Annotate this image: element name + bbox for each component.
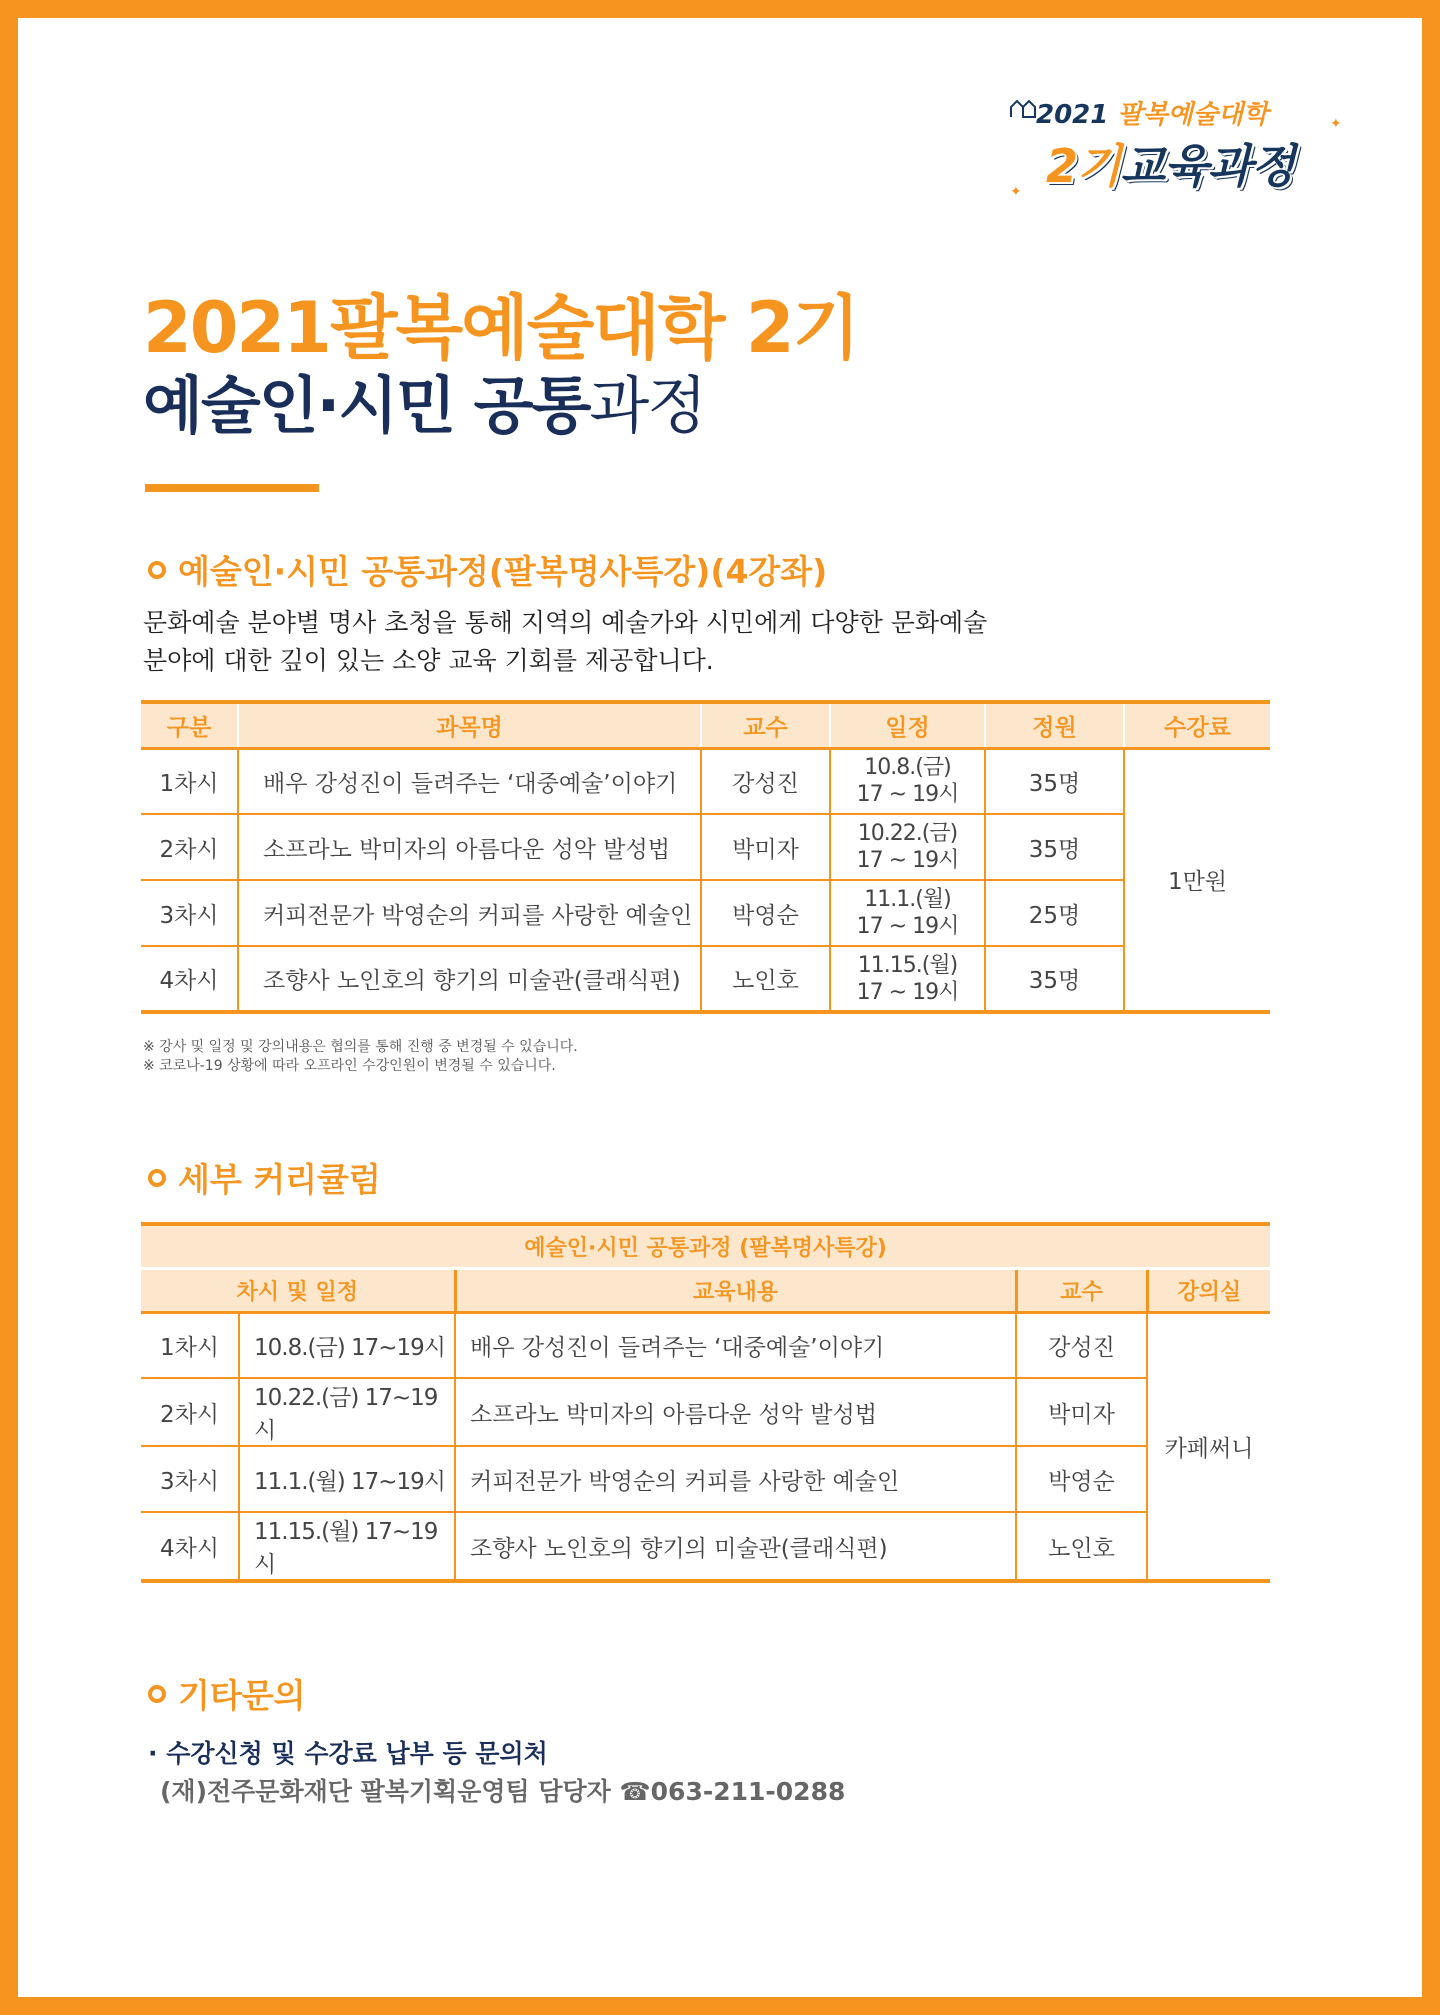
session-cell: 3차시 <box>141 880 238 946</box>
title-underline <box>145 484 319 492</box>
professor-cell: 박영순 <box>1016 1446 1147 1512</box>
schedule-cell: 10.8.(금) 17~19시 <box>239 1312 455 1378</box>
logo-course <box>1046 130 1294 196</box>
logo-cohort: 2기 <box>1046 139 1121 193</box>
session-cell: 2차시 <box>141 814 238 880</box>
column-header: 교수 <box>1016 1268 1147 1312</box>
professor-cell: 강성진 <box>1016 1312 1147 1378</box>
star-icon: ✦ <box>1330 116 1342 132</box>
circle-bullet-icon <box>148 1685 166 1703</box>
schedule-cell: 11.15.(월) 17~19시 <box>239 1512 455 1581</box>
subject-cell: 조향사 노인호의 향기의 미술관(클래식편) <box>238 946 701 1012</box>
table-row <box>141 814 1270 880</box>
session-cell: 1차시 <box>141 748 238 814</box>
table-row <box>141 1512 1270 1581</box>
table-caption: 예술인·시민 공통과정 (팔복명사특강) <box>141 1224 1270 1268</box>
schedule-time: 17 ~ 19시 <box>856 848 959 873</box>
column-header: 일정 <box>830 702 985 748</box>
course-table <box>141 700 1270 1014</box>
schedule-cell <box>830 814 985 880</box>
column-header: 차시 및 일정 <box>141 1268 455 1312</box>
table-notes <box>143 1038 578 1076</box>
description-line: 분야에 대한 깊이 있는 소양 교육 기회를 제공합니다. <box>143 646 714 675</box>
logo-program: 팔복예술대학 <box>1117 100 1269 130</box>
schedule-cell <box>830 748 985 814</box>
content-cell: 커피전문가 박영순의 커피를 사랑한 예술인 <box>455 1446 1016 1512</box>
table-row <box>141 1446 1270 1512</box>
circle-bullet-icon <box>148 561 166 579</box>
schedule-date: 11.1.(월) <box>864 887 951 912</box>
schedule-cell: 11.1.(월) 17~19시 <box>239 1446 455 1512</box>
section-heading-text: 세부 커리큘럼 <box>178 1160 381 1199</box>
page-subtitle <box>143 356 705 445</box>
schedule-cell <box>830 880 985 946</box>
column-header: 교육내용 <box>455 1268 1016 1312</box>
inquiry-contact: (재)전주문화재단 팔복기획운영팀 담당자 ☎063-211-0288 <box>160 1777 846 1806</box>
capacity-cell: 35명 <box>985 748 1124 814</box>
schedule-cell: 10.22.(금) 17~19시 <box>239 1378 455 1446</box>
professor-cell: 박미자 <box>701 814 830 880</box>
table-header-row <box>141 1268 1270 1312</box>
table-row <box>141 1312 1270 1378</box>
professor-cell: 노인호 <box>1016 1512 1147 1581</box>
column-header: 수강료 <box>1124 702 1270 748</box>
column-header: 교수 <box>701 702 830 748</box>
section-heading-inquiry <box>148 1670 306 1717</box>
schedule-time: 17 ~ 19시 <box>856 979 959 1005</box>
column-header: 과목명 <box>238 702 701 748</box>
session-cell: 1차시 <box>141 1312 239 1378</box>
logo-course-name: 교육과정 <box>1120 139 1295 193</box>
column-header: 구분 <box>141 702 238 748</box>
column-header: 강의실 <box>1147 1268 1270 1312</box>
subject-cell: 소프라노 박미자의 아름다운 성악 발성법 <box>238 814 701 880</box>
subject-cell: 커피전문가 박영순의 커피를 사랑한 예술인 <box>238 880 701 946</box>
capacity-cell: 35명 <box>985 946 1124 1012</box>
professor-cell: 박미자 <box>1016 1378 1147 1446</box>
schedule-date: 10.8.(금) <box>864 755 951 781</box>
schedule-date: 10.22.(금) <box>857 821 958 846</box>
table-caption-row <box>141 1224 1270 1268</box>
subtitle-light: 과정 <box>589 369 706 442</box>
star-icon: ✦ <box>1010 184 1022 200</box>
table-row <box>141 946 1270 1012</box>
section-heading-curriculum <box>148 1154 381 1201</box>
session-cell: 4차시 <box>141 1512 239 1581</box>
professor-cell: 박영순 <box>701 880 830 946</box>
note-line: ※ 코로나-19 상황에 따라 오프라인 수강인원이 변경될 수 있습니다. <box>143 1058 556 1074</box>
circle-bullet-icon <box>148 1169 166 1187</box>
content-cell: 소프라노 박미자의 아름다운 성악 발성법 <box>455 1378 1016 1446</box>
table-row <box>141 880 1270 946</box>
logo-title <box>1036 94 1268 131</box>
room-cell: 카페써니 <box>1147 1312 1270 1581</box>
house-icon <box>1010 98 1036 118</box>
program-logo <box>1010 92 1350 202</box>
schedule-time: 17 ~ 19시 <box>856 782 959 808</box>
section-heading-text: 예술인·시민 공통과정(팔복명사특강)(4강좌) <box>178 552 828 591</box>
course-description <box>143 604 1103 680</box>
inquiry-label: · 수강신청 및 수강료 납부 등 문의처 <box>148 1739 548 1768</box>
capacity-cell: 35명 <box>985 814 1124 880</box>
column-header: 정원 <box>985 702 1124 748</box>
description-line: 문화예술 분야별 명사 초청을 통해 지역의 예술가와 시민에게 다양한 문화예술 <box>143 608 988 637</box>
schedule-date: 11.15.(월) <box>857 952 958 978</box>
table-row <box>141 1378 1270 1446</box>
fee-cell: 1만원 <box>1124 748 1270 1012</box>
page-title: 2021팔복예술대학 2기 <box>143 287 859 369</box>
session-cell: 2차시 <box>141 1378 239 1446</box>
schedule-time: 17 ~ 19시 <box>856 914 959 939</box>
capacity-cell: 25명 <box>985 880 1124 946</box>
logo-year: 2021 <box>1036 100 1109 130</box>
content-cell: 배우 강성진이 들려주는 ‘대중예술’이야기 <box>455 1312 1016 1378</box>
section-heading-course <box>148 546 827 593</box>
subtitle-strong: 예술인·시민 공통 <box>143 369 590 442</box>
professor-cell: 강성진 <box>701 748 830 814</box>
session-cell: 4차시 <box>141 946 238 1012</box>
session-cell: 3차시 <box>141 1446 239 1512</box>
curriculum-table <box>141 1222 1270 1583</box>
section-heading-text: 기타문의 <box>178 1676 306 1715</box>
content-cell: 조향사 노인호의 향기의 미술관(클래식편) <box>455 1512 1016 1581</box>
table-header-row <box>141 702 1270 748</box>
note-line: ※ 강사 및 일정 및 강의내용은 협의를 통해 진행 중 변경될 수 있습니다. <box>143 1039 578 1055</box>
schedule-cell <box>830 946 985 1012</box>
table-row <box>141 748 1270 814</box>
professor-cell: 노인호 <box>701 946 830 1012</box>
subject-cell: 배우 강성진이 들려주는 ‘대중예술’이야기 <box>238 748 701 814</box>
